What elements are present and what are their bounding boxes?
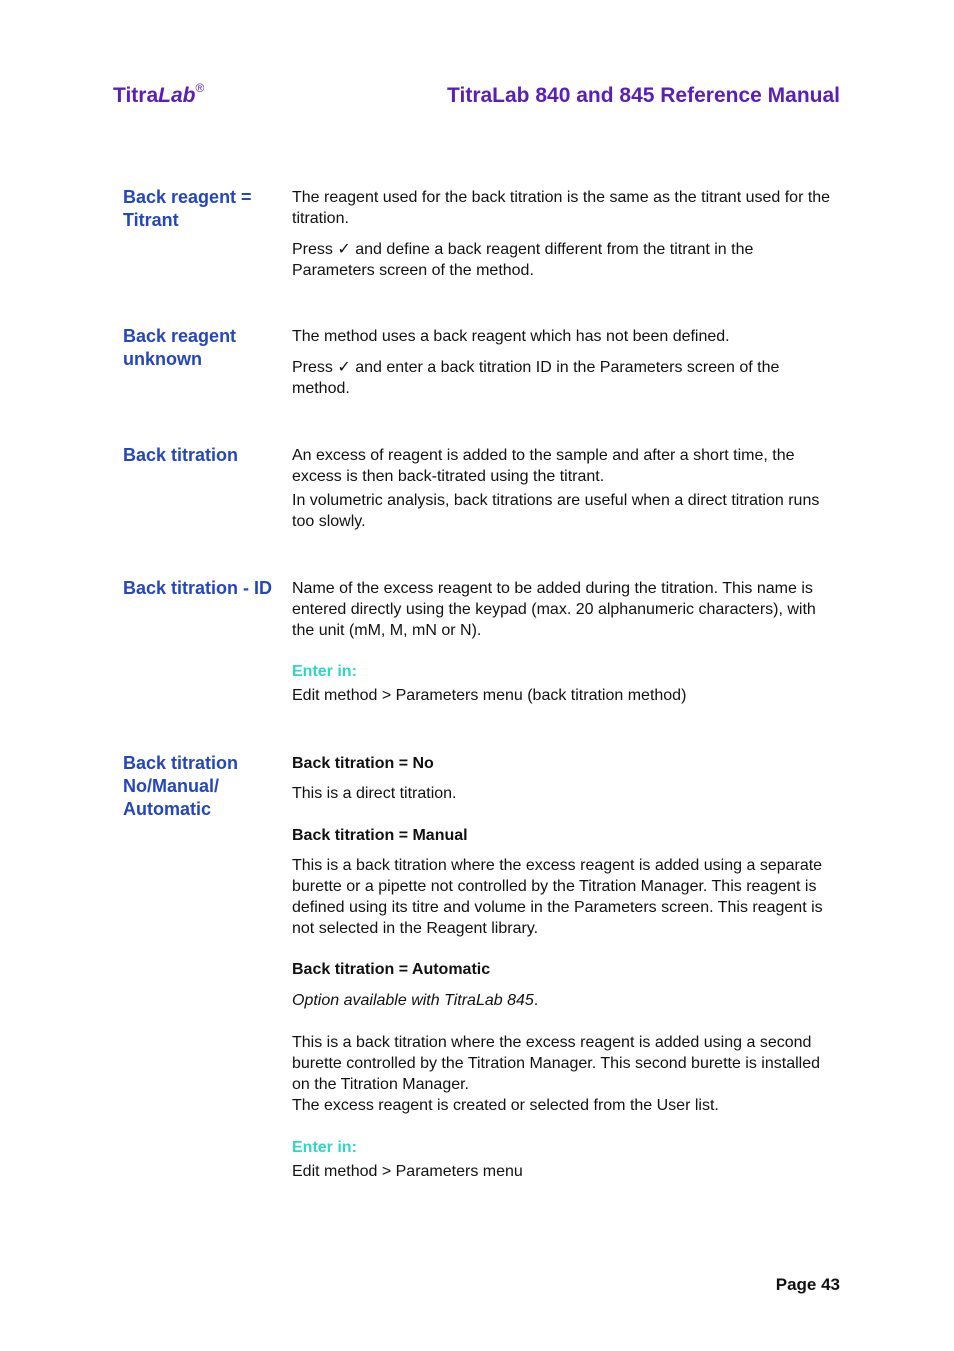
definition-back-reagent-unknown bbox=[292, 326, 837, 399]
term-back-reagent-unknown: Back reagent unknown bbox=[123, 326, 237, 369]
option-note: Option available with TitraLab 845. bbox=[292, 992, 539, 1009]
subheading-automatic: Back titration = Automatic bbox=[292, 961, 491, 978]
term-back-titration: Back titration bbox=[123, 445, 239, 465]
definition-back-titration-id bbox=[292, 578, 837, 706]
enter-in-label: Enter in: bbox=[292, 663, 357, 680]
paragraph: This is a back titration where the excess reagent is added using a separate burette or a pipette not controlled by the Titration Manager. This reagent is defined using its titre and volume in the Parameters screen. This reagent is not selected in the Reagent library. bbox=[292, 857, 823, 937]
paragraph: The reagent used for the back titration is the same as the titrant used for the titration. bbox=[292, 189, 831, 227]
subheading-manual: Back titration = Manual bbox=[292, 827, 468, 844]
brand-logo bbox=[113, 81, 205, 108]
term-back-titration-modes: Back titration No/Manual/ Automatic bbox=[123, 753, 239, 819]
definition-back-titration-modes bbox=[292, 753, 837, 1182]
paragraph: In volumetric analysis, back titrations are useful when a direct titration runs too slowly. bbox=[292, 492, 820, 530]
paragraph: The method uses a back reagent which has not been defined. bbox=[292, 328, 730, 345]
brand-suffix: Lab bbox=[158, 84, 196, 107]
subheading-no: Back titration = No bbox=[292, 755, 434, 772]
page-number: Page 43 bbox=[775, 1275, 840, 1294]
definition-back-reagent-titrant bbox=[292, 187, 837, 281]
term-back-titration-id: Back titration - ID bbox=[123, 578, 273, 598]
paragraph: This is a direct titration. bbox=[292, 785, 457, 802]
paragraph: An excess of reagent is added to the sample and after a short time, the excess is then back-titrated using the titrant. bbox=[292, 447, 795, 485]
definition-back-titration bbox=[292, 445, 837, 532]
paragraph: Press ✓ and define a back reagent different from the titrant in the Parameters screen of the method. bbox=[292, 241, 754, 279]
check-icon: ✓ bbox=[337, 359, 351, 376]
term-back-reagent-titrant: Back reagent = Titrant bbox=[123, 187, 252, 230]
paragraph: The excess reagent is created or selected from the User list. bbox=[292, 1097, 719, 1114]
brand-prefix: Titra bbox=[113, 84, 159, 107]
check-icon: ✓ bbox=[337, 241, 351, 258]
enter-in-label: Enter in: bbox=[292, 1139, 357, 1156]
enter-in-path: Edit method > Parameters menu (back titration method) bbox=[292, 687, 687, 704]
enter-in-path: Edit method > Parameters menu bbox=[292, 1163, 523, 1180]
registered-mark: ® bbox=[195, 81, 205, 95]
paragraph: This is a back titration where the excess reagent is added using a second burette controlled by the Titration Manager. This second burette is installed on the Titration Manager. bbox=[292, 1034, 821, 1093]
paragraph: Press ✓ and enter a back titration ID in the Parameters screen of the method. bbox=[292, 359, 780, 397]
paragraph: Name of the excess reagent to be added during the titration. This name is entered directly using the keypad (max. 20 alphanumeric characters), with the unit (mM, M, mN or N). bbox=[292, 580, 816, 639]
manual-title: TitraLab 840 and 845 Reference Manual bbox=[447, 84, 840, 107]
